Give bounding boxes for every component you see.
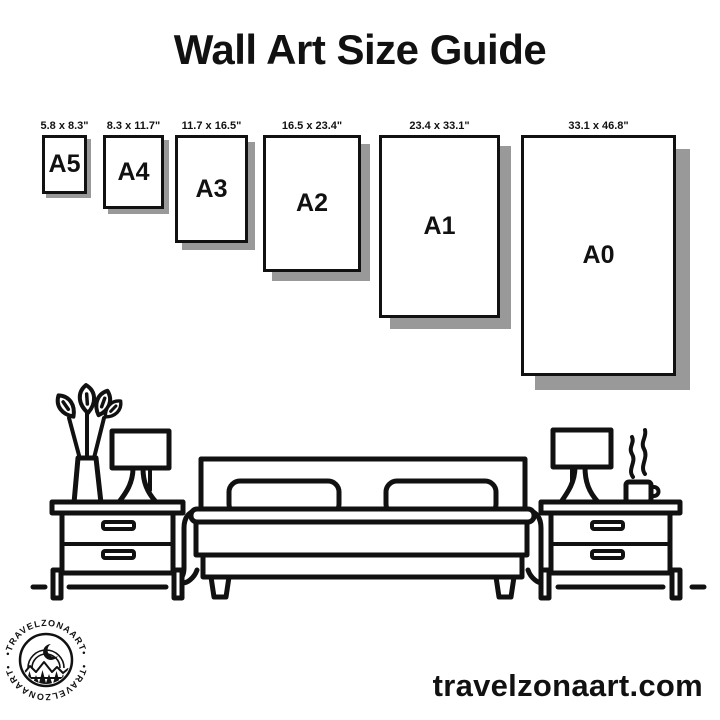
frame-a3-label: A3 <box>195 174 228 203</box>
right-lamp-icon <box>553 430 611 502</box>
lamp-shade-icon <box>112 431 169 468</box>
frame-a5 <box>40 120 89 194</box>
page-title: Wall Art Size Guide <box>173 26 547 73</box>
frame-a0-dimensions: 33.1 x 46.8" <box>568 120 629 132</box>
vase-icon <box>74 458 101 503</box>
drawer-handle-icon <box>592 551 623 558</box>
left-nightstand-icon <box>52 502 183 598</box>
frame-a3 <box>175 120 248 243</box>
frame-a0-label: A0 <box>582 241 615 269</box>
frame-a5-label: A5 <box>48 150 81 178</box>
frame-a5-dimensions: 5.8 x 8.3" <box>40 120 89 132</box>
bed-foot-icon <box>211 577 229 597</box>
steam-icon <box>643 430 646 474</box>
logo-brand-text-top: •TRAVELZONAART• <box>2 617 90 657</box>
bed-base-icon <box>203 555 522 577</box>
left-lamp-icon <box>112 431 169 502</box>
frame-a4 <box>103 120 164 209</box>
drawer-handle-icon <box>103 522 134 529</box>
brand-logo-badge <box>2 616 90 704</box>
lamp-shade-icon <box>553 430 611 467</box>
frame-a2-label: A2 <box>296 189 328 217</box>
mattress-icon <box>196 522 527 555</box>
frame-a1-label: A1 <box>423 212 456 240</box>
frame-a1-dimensions: 23.4 x 33.1" <box>409 120 470 132</box>
frame-a4-dimensions: 8.3 x 11.7" <box>106 120 161 132</box>
bed-icon <box>178 459 547 597</box>
frame-a0 <box>521 120 676 376</box>
bed-foot-icon <box>496 577 514 597</box>
frame-a4-label: A4 <box>117 157 150 186</box>
frame-a2 <box>263 120 361 272</box>
drawer-handle-icon <box>103 551 134 558</box>
drawer-handle-icon <box>592 522 623 529</box>
logo-brand-text-bottom: •TRAVELZONAART• <box>2 663 90 703</box>
coffee-cup-icon <box>618 430 661 505</box>
frame-a3-dimensions: 11.7 x 16.5" <box>181 120 242 132</box>
website-url: travelzonaart.com <box>432 668 703 703</box>
steam-icon <box>631 437 634 477</box>
frame-a1 <box>379 120 500 318</box>
right-nightstand-icon <box>541 502 680 598</box>
frame-a2-dimensions: 16.5 x 23.4" <box>281 120 343 132</box>
bedroom-scene <box>25 380 715 615</box>
